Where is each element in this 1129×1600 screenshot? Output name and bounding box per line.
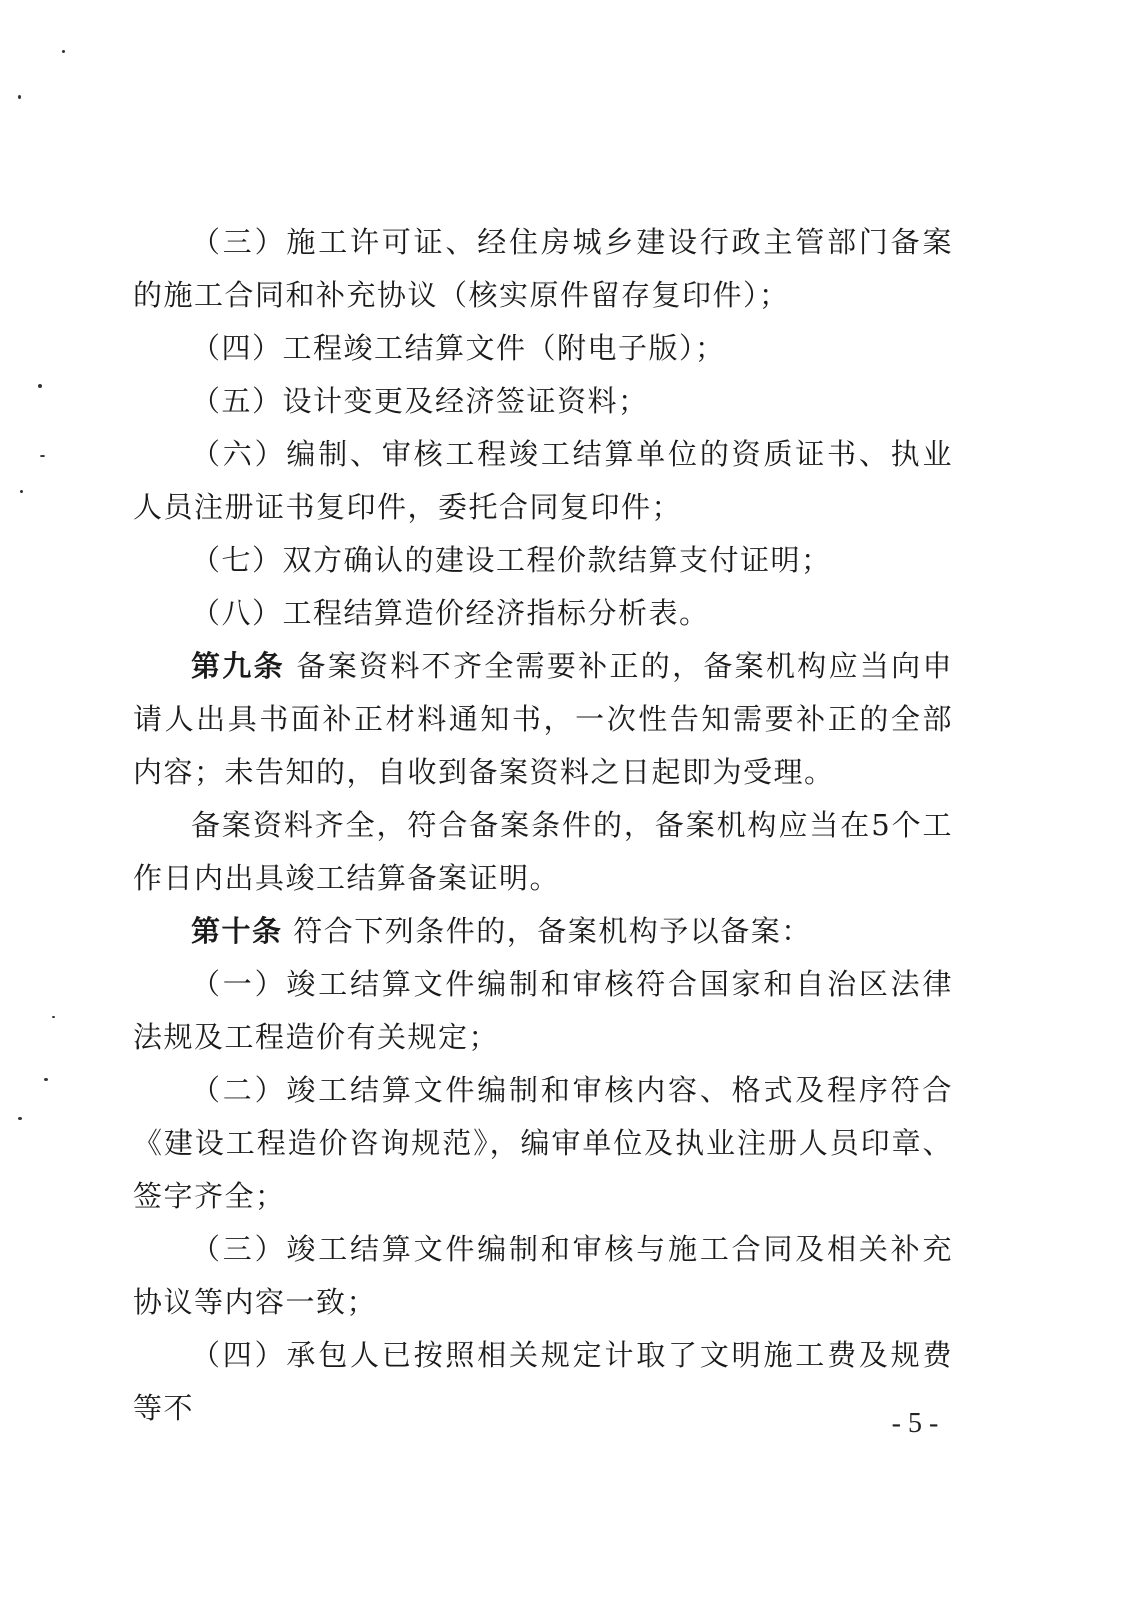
scan-speck xyxy=(52,1016,55,1018)
scan-speck xyxy=(38,384,42,388)
condition-item-3: （三）竣工结算文件编制和审核与施工合同及相关补充协议等内容一致； xyxy=(133,1232,953,1319)
scan-speck xyxy=(62,50,65,53)
condition-item-2: （二）竣工结算文件编制和审核内容、格式及程序符合《建设工程造价咨询规范》，编审单位及执业注册人员印章、签字齐全； xyxy=(133,1073,953,1213)
page-number: - 5 - xyxy=(891,1408,939,1439)
condition-item-1: （一）竣工结算文件编制和审核符合国家和自治区法律法规及工程造价有关规定； xyxy=(133,967,953,1054)
article-10-heading: 第十条 xyxy=(191,914,283,948)
article-9-paragraph-2: 备案资料齐全，符合备案条件的，备案机构应当在5个工作日内出具竣工结算备案证明。 xyxy=(133,808,953,895)
article-9: 第九条 备案资料不齐全需要补正的，备案机构应当向申请人出具书面补正材料通知书，一次性告知需要补正的全部内容；未告知的，自收到备案资料之日起即为受理。 xyxy=(133,649,953,789)
condition-item-4: （四）承包人已按照相关规定计取了文明施工费及规费等不 xyxy=(133,1338,953,1425)
paragraph-item-3: （三）施工许可证、经住房城乡建设行政主管部门备案的施工合同和补充协议（核实原件留存复印件）； xyxy=(133,225,953,312)
article-9-heading: 第九条 xyxy=(191,649,285,683)
paragraph-item-8: （八）工程结算造价经济指标分析表。 xyxy=(191,596,710,630)
scan-speck xyxy=(18,95,21,99)
article-10: 第十条 符合下列条件的，备案机构予以备案： xyxy=(191,914,812,948)
scan-speck xyxy=(44,1078,48,1081)
scan-speck xyxy=(40,455,45,457)
paragraph-item-4: （四）工程竣工结算文件（附电子版）； xyxy=(191,331,726,365)
paragraph-item-7: （七）双方确认的建设工程价款结算支付证明； xyxy=(191,543,832,577)
scan-speck xyxy=(20,490,23,493)
paragraph-item-5: （五）设计变更及经济签证资料； xyxy=(191,384,649,418)
scan-speck xyxy=(18,1117,22,1120)
paragraph-item-6: （六）编制、审核工程竣工结算单位的资质证书、执业人员注册证书复印件，委托合同复印件； xyxy=(133,437,953,524)
document-body xyxy=(133,216,953,1435)
